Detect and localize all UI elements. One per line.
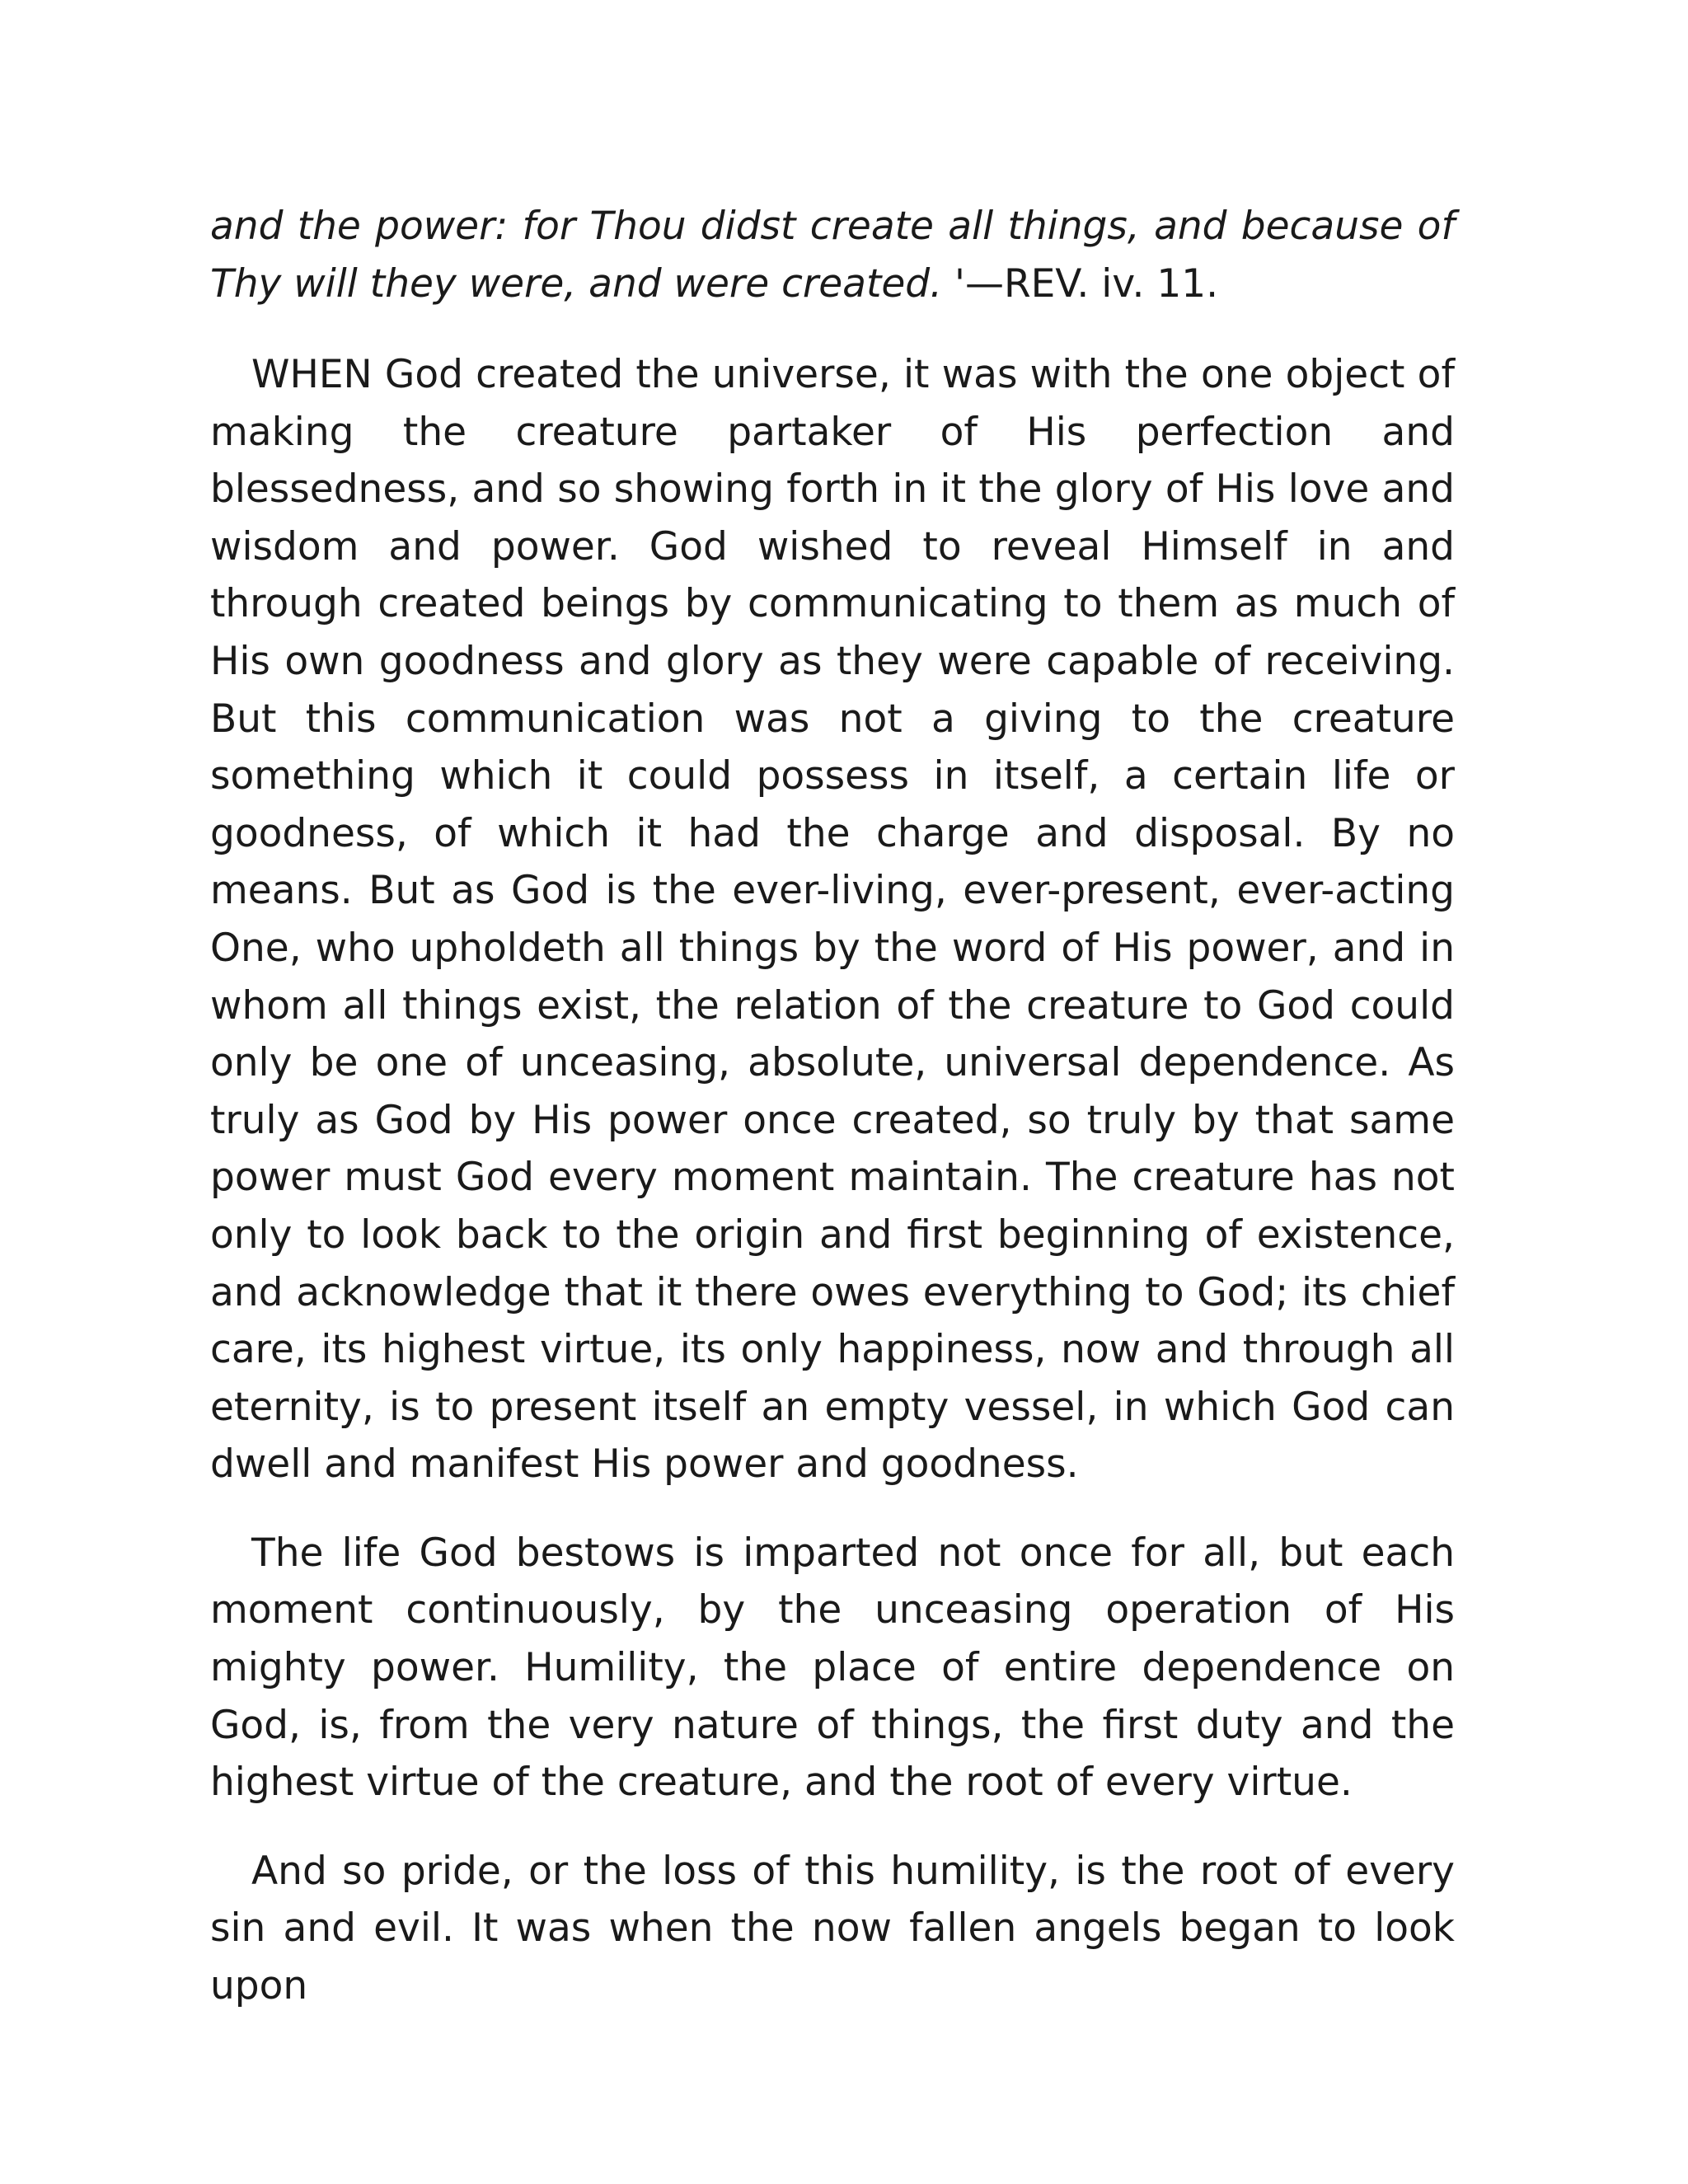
epigraph xyxy=(210,198,1455,313)
page-body xyxy=(210,198,1455,2046)
paragraph-3: And so pride, or the loss of this humility, is the root of every sin and evil. It was when the now fallen angels began to look upon xyxy=(210,1848,1455,2009)
paragraph-1: WHEN God created the universe, it was with the one object of making the creature partaker of His perfection and blessedness, and so showing forth in it the glory of His love and wisdom and power. God wished to reveal Himself in and through created beings by communicating to them as much of His own goodness and glory as they were capable of receiving. But this communication was not a giving to the creature something which it could possess in itself, a certain life or goodness, of which it had the charge and disposal. By no means. But as God is the ever-living, ever-present, ever-acting One, who upholdeth all things by the word of His power, and in whom all things exist, the relation of the creature to God could only be one of unceasing, absolute, universal dependence. As truly as God by His power once created, so truly by that same power must God every moment maintain. The creature has not only to look back to the origin and first beginning of existence, and acknowledge that it there owes everything to God; its chief care, its highest virtue, its only happiness, now and through all eternity, is to present itself an empty vessel, in which God can dwell and manifest His power and goodness. xyxy=(210,352,1455,1488)
paragraph-2: The life God bestows is imparted not once for all, but each moment continuously, by the unceasing operation of His mighty power. Humility, the place of entire dependence on God, is, from the very nature of things, the first duty and the highest virtue of the creature, and the root of every virtue. xyxy=(210,1530,1455,1806)
epigraph-quote: and the power: for Thou didst create all things, and because of Thy will they were, and were created. ' xyxy=(210,204,1455,307)
epigraph-reference: —REV. iv. 11. xyxy=(964,261,1219,307)
